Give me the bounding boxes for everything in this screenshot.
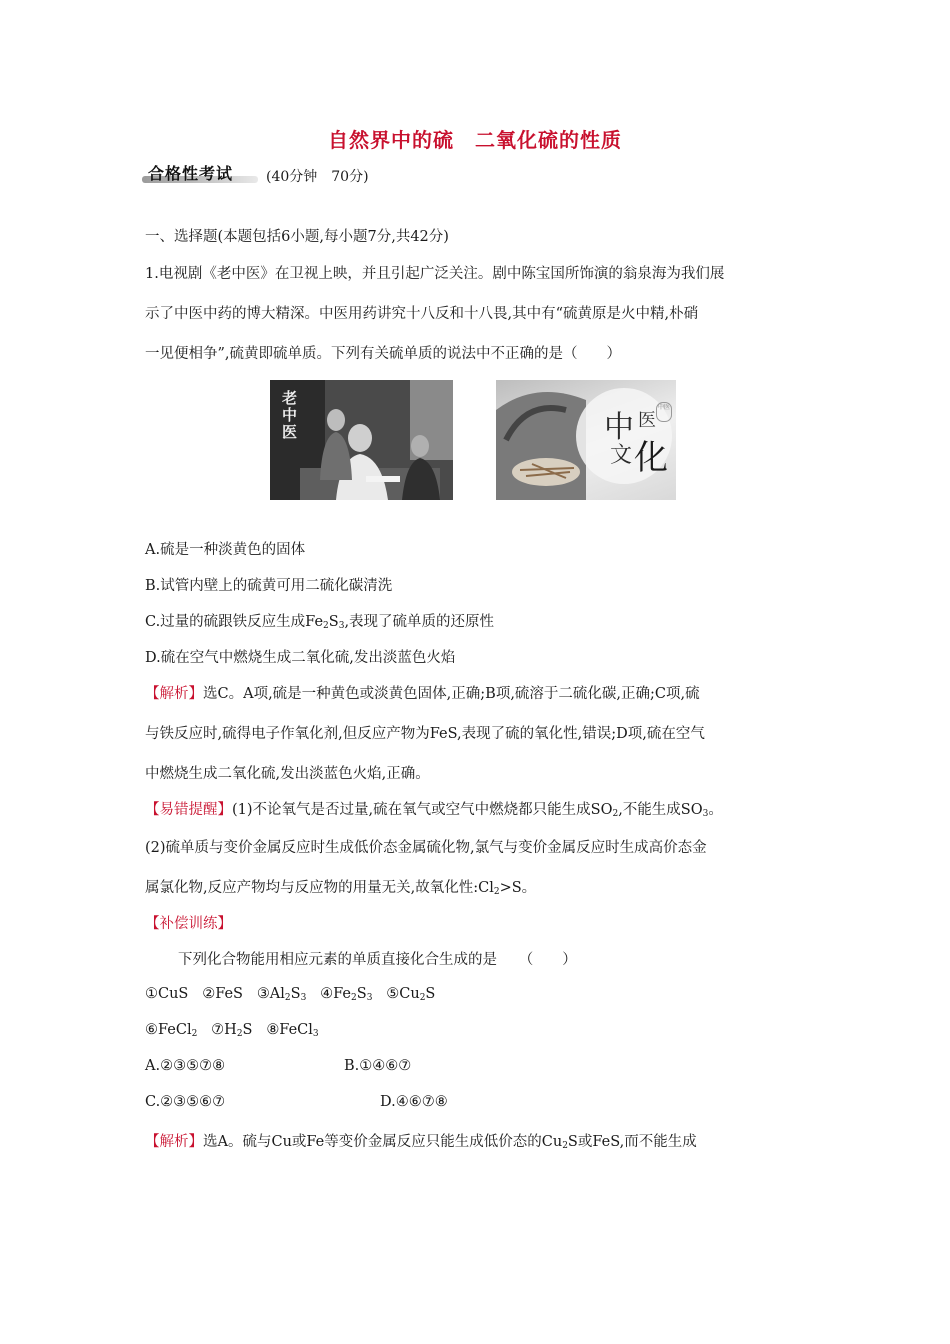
answer-option-b: B.①④⑥⑦ xyxy=(344,1058,412,1074)
compound-4: $④Fe_2S_3$ xyxy=(320,986,373,1003)
option-c-text-2: S xyxy=(328,614,339,630)
time-score: (40分钟 70分) xyxy=(266,169,369,185)
drama-still-image xyxy=(270,380,453,500)
option-c xyxy=(145,610,494,631)
tip-text-1a: (1)不论氧气是否过量,硫在氧气或空气中燃烧都只能生成SO xyxy=(232,802,613,818)
answer-option-a: A.②③⑤⑦⑧ xyxy=(145,1058,226,1074)
tip-line-3 xyxy=(145,876,536,897)
tip-text-1b: ,不能生成SO xyxy=(618,802,703,818)
supplementary-question: 下列化合物能用相应元素的单质直接化合生成的是 （ ） xyxy=(178,952,577,968)
option-c-subscript-1: 2 xyxy=(323,621,329,631)
analysis-2-label: 【解析】 xyxy=(145,1134,203,1150)
compound-list-row-1 xyxy=(145,986,435,1003)
exam-type-badge xyxy=(142,160,258,184)
tcm-char-yi: 医 xyxy=(638,410,656,431)
tip-subscript-2: 3 xyxy=(702,809,709,819)
compound-7: $⑦H_2S$ xyxy=(211,1022,253,1039)
tip-subscript-1: 2 xyxy=(612,809,619,819)
answer-option-d: D.④⑥⑦⑧ xyxy=(380,1094,448,1110)
analysis-1-line-2: 与铁反应时,硫得电子作氧化剂,但反应产物为FeS,表现了硫的氧化性,错误;D项,硫在空气 xyxy=(145,726,705,742)
analysis-1-line-3: 中燃烧生成二氧化硫,发出淡蓝色火焰,正确。 xyxy=(145,766,430,782)
section-heading: 一、选择题(本题包括6小题,每小题7分,共42分) xyxy=(145,229,449,245)
option-a: A.硫是一种淡黄色的固体 xyxy=(145,542,306,558)
option-d: D.硫在空气中燃烧生成二氧化硫,发出淡蓝色火焰 xyxy=(145,650,456,666)
analysis-2-text-2: S或FeS,而不能生成 xyxy=(567,1134,697,1150)
analysis-1-text-1: 选C。A项,硫是一种黄色或淡黄色固体,正确;B项,硫溶于二硫化碳,正确;C项,硫 xyxy=(203,686,700,702)
option-c-subscript-2: 3 xyxy=(338,621,345,631)
supplementary-label: 【补偿训练】 xyxy=(145,916,232,932)
analysis-2-line-1 xyxy=(145,1130,697,1151)
compound-5: $⑤Cu_2S$ xyxy=(386,986,436,1003)
drama-title-vertical: 老中医 xyxy=(282,389,298,441)
option-c-text-1: C.过量的硫跟铁反应生成Fe xyxy=(145,614,324,630)
option-c-text-3: ,表现了硫单质的还原性 xyxy=(344,614,495,630)
tip-text-1c: 。 xyxy=(708,802,723,818)
answer-option-c: C.②③⑤⑥⑦ xyxy=(145,1094,226,1110)
tip-label: 【易错提醒】 xyxy=(145,802,232,818)
tcm-char-zhong: 中 xyxy=(604,410,634,445)
compound-list-row-2 xyxy=(145,1022,319,1039)
tip-text-3b: >S。 xyxy=(499,880,537,896)
tcm-seal-stamp: 中医 xyxy=(656,402,672,422)
compound-8: ⑧FeCl$_3$ xyxy=(266,1022,319,1039)
compound-2: ②FeS xyxy=(202,986,243,1002)
tip-subscript-3: 2 xyxy=(493,887,500,897)
question-1-line-3: 一见便相争”,硫黄即硫单质。下列有关硫单质的说法中不正确的是（ ） xyxy=(145,346,622,362)
tcm-char-wen: 文 xyxy=(610,443,633,468)
page-title: 自然界中的硫 二氧化硫的性质 xyxy=(328,128,622,152)
tcm-char-hua: 化 xyxy=(634,438,668,478)
compound-6: ⑥FeCl$_2$ xyxy=(145,1022,198,1039)
tip-text-3a: 属氯化物,反应产物均与反应物的用量无关,故氧化性:Cl xyxy=(145,880,494,896)
compound-3: $③Al_2S_3$ xyxy=(256,986,307,1003)
badge-label: 合格性考试 xyxy=(148,164,234,183)
tip-line-1 xyxy=(145,798,723,819)
analysis-2-subscript: 2 xyxy=(562,1141,568,1151)
analysis-2-text-1: 选A。硫与Cu或Fe等变价金属反应只能生成低价态的Cu xyxy=(203,1134,563,1150)
analysis-label: 【解析】 xyxy=(145,686,203,702)
compound-1: ①CuS xyxy=(145,986,189,1002)
analysis-1-line-1 xyxy=(145,682,700,703)
tip-line-2: (2)硫单质与变价金属反应时生成低价态金属硫化物,氯气与变价金属反应时生成高价态金 xyxy=(145,840,707,856)
tcm-culture-image xyxy=(496,380,676,500)
question-1-line-1: 1.电视剧《老中医》在卫视上映，并且引起广泛关注。剧中陈宝国所饰演的翁泉海为我们展 xyxy=(145,266,725,282)
option-b: B.试管内壁上的硫黄可用二硫化碳清洗 xyxy=(145,578,393,594)
question-1-line-2: 示了中医中药的博大精深。中医用药讲究十八反和十八畏,其中有“硫黄原是火中精,朴硝 xyxy=(145,306,699,322)
